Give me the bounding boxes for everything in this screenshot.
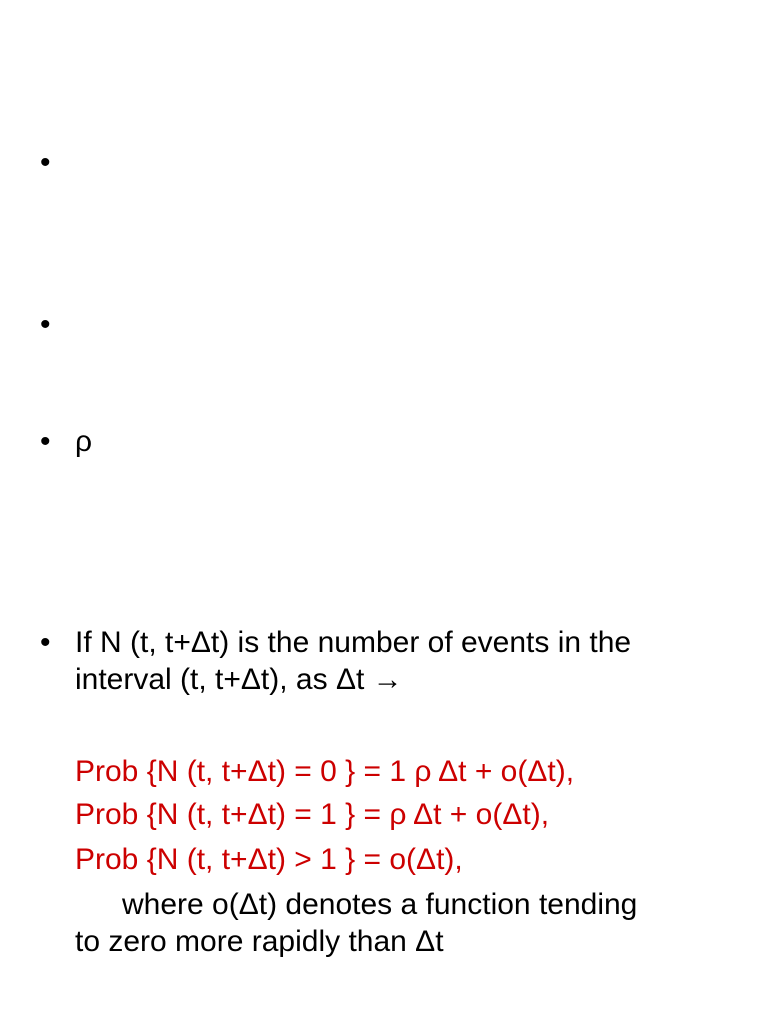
where-line-1: where o(Δt) denotes a function tending: [122, 888, 638, 921]
definition-line-2: interval (t, t+Δt), as Δt →: [75, 663, 403, 696]
prob-line-one: Prob {N (t, t+Δt) = 1 } = ρ Δt + o(Δt),: [75, 798, 550, 831]
rho-symbol: ρ: [75, 425, 93, 458]
definition-line-1: If N (t, t+Δt) is the number of events in the: [75, 626, 632, 659]
prob-line-zero: Prob {N (t, t+Δt) = 0 } = 1 ρ Δt + o(Δt),: [75, 755, 575, 788]
bullet-4: •: [40, 626, 51, 659]
bullet-2: •: [40, 308, 51, 341]
where-line-2: to zero more rapidly than Δt: [75, 925, 444, 958]
bullet-3: •: [40, 425, 51, 458]
bullet-1: •: [40, 146, 51, 179]
prob-line-more: Prob {N (t, t+Δt) > 1 } = o(Δt),: [75, 843, 463, 876]
